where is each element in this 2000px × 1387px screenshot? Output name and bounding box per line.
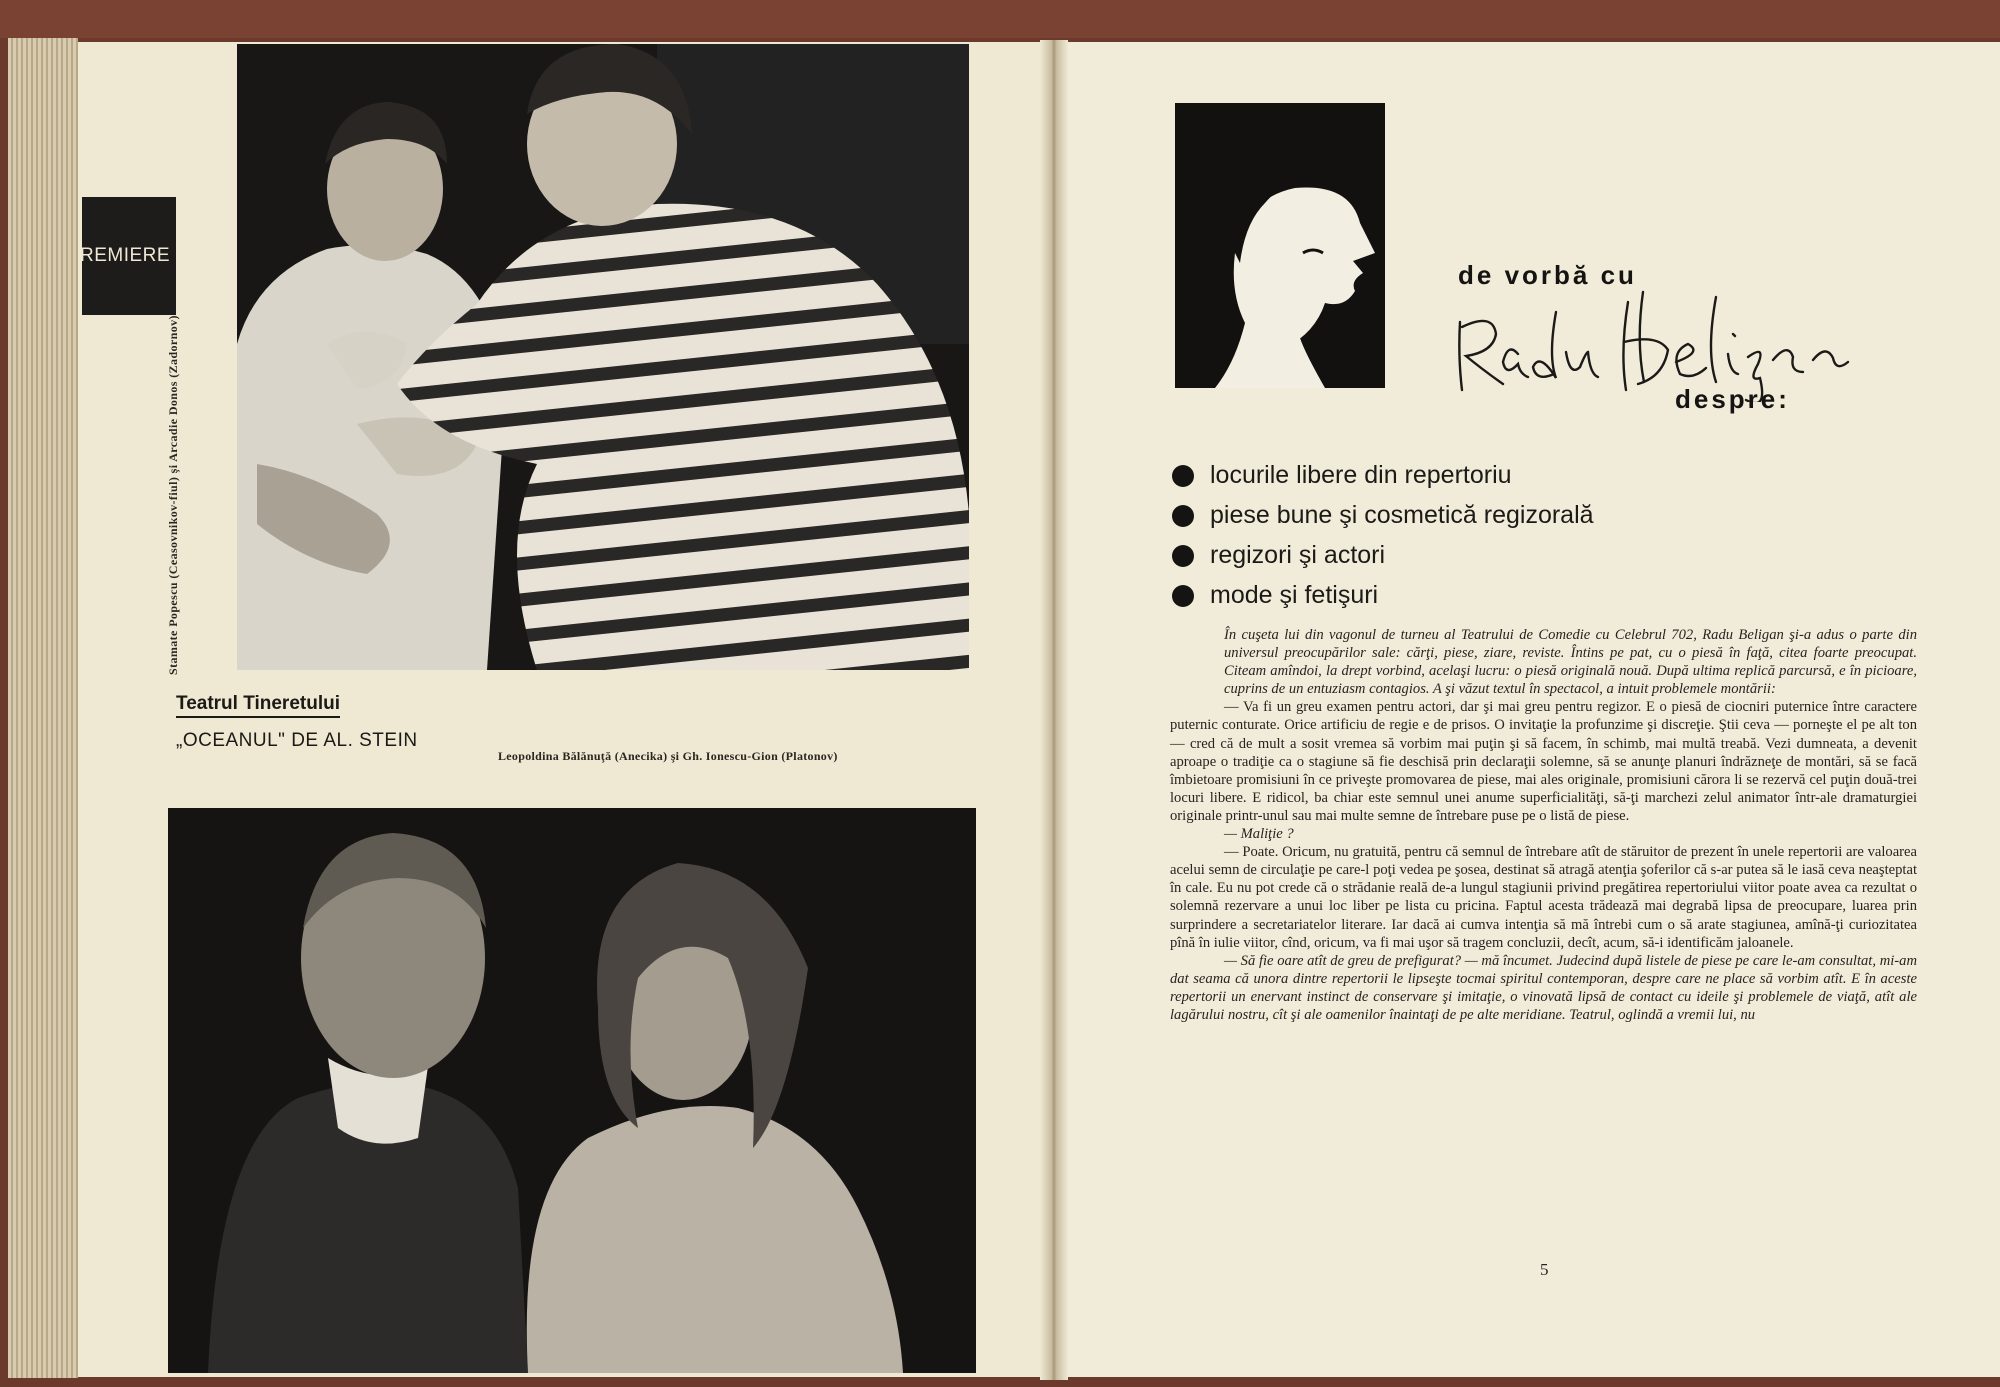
play-title: „OCEANUL" DE AL. STEIN <box>176 730 418 751</box>
topic-item: regizori şi actori <box>1172 535 1594 575</box>
section-tag <box>82 197 176 315</box>
photo-actors-top <box>237 44 969 670</box>
section-tag-label: REMIERE <box>80 245 171 266</box>
article-paragraph: — Va fi un greu examen pentru actori, dar şi mai greu pentru regizor. E o piesă de ciocniri puternice între caractere puternic conturate. Orice artificiu de regie e de prisos. O invitaţie la profunzime şi discreţie. Ştii ceva — porneşte el pe alt ton — cred că de mult a sosit vremea să vorbim mai puţin şi să facem, în schimb, mai multă treabă. Vezi dumneata, a devenit aproape o tradiţie ca o stagiune să fie deschisă prin declaraţii solemne, să se anunţe planuri îndrăzneţe de montări, să se facă îmbietoare promisiuni în ce priveşte promovarea de piese, mai ales originale, promisiuni cărora li se rezervă cel puţin două-trei locuri libere. E ridicol, ba chiar este semnul unei anume superficialităţi, să-ţi marchezi zelul animator într-ale dramaturgiei originale printr-unul sau mai multe semne de întrebare puse pe o listă de piese. <box>1170 699 1917 824</box>
headline-bottom: despre: <box>1675 384 1790 414</box>
article-paragraph <box>1170 952 1917 1024</box>
topic-item: mode şi fetişuri <box>1172 575 1594 615</box>
article-question-long: — Să fie oare atît de greu de prefigurat? — mă încumet. Judecind după listele de piese pe care le-am consultat, mi-am dat seama că unora dintre repertorii le lipseşte tocmai spiritul contemporan, despre care ne place să vorbim atît. E în aceste repertorii un enervant instinct de conservare şi imitaţie, o vinovată lipsă de contact cu ideile şi problemele de viaţă, atît ale lagărului nostru, cît şi ale oamenilor înaintaţi de pe alte meridiane. Teatrul, oglindă a vremii lui, nu <box>1170 952 1917 1023</box>
topic-list <box>1172 455 1594 615</box>
signature-radu-beligan <box>1448 282 1868 402</box>
photo-actors-bottom <box>168 808 976 1373</box>
page-number: 5 <box>1540 1260 1549 1279</box>
topic-item: locurile libere din repertoriu <box>1172 455 1594 495</box>
book-gutter <box>1040 40 1068 1380</box>
article-question: — Maliţie ? <box>1224 826 1294 843</box>
theatre-name: Teatrul Tineretului <box>176 693 340 718</box>
article-paragraph <box>1170 825 1917 843</box>
photo1-caption: Stamate Popescu (Ceasovnikov-fiul) şi Arcadie Donos (Zadornov) <box>166 315 180 675</box>
headline-top: de vorbă cu <box>1458 260 1637 290</box>
signature-text: Radu Beligan <box>1448 282 1454 283</box>
caricature-portrait <box>1175 103 1385 388</box>
article-paragraph: — Poate. Oricum, nu gratuită, pentru că semnul de întrebare atît de stăruitor de prezent în unele repertorii are valoarea acelui semn de circulaţie pe care-l poţi vedea pe şosea, destinat să atragă atenţia şoferilor că s-ar putea să le iasă ceva neaşteptat în cale. Eu nu pot crede că o strădanie reală de-a lungul stagiunii privind pregătirea repertoriului viitor poate avea ca rezultat o solemnă rezervare a unui loc liber pe lista cu pricina. Faptul acesta trădează mai degrabă lipsa de preocupare, luarea prin surprindere a secretariatelor literare. Iar dacă ai cumva intenţia să mă întrebi cum o să arate stagiunea, amînă-ţi curiozitatea pînă în iulie viitor, cînd, oricum, va fi mai uşor să tragem concluzii, decît, acum, să-i identificăm jaloanele. <box>1170 844 1917 951</box>
article-intro: În cuşeta lui din vagonul de turneu al Teatrului de Comedie cu Celebrul 702, Radu Beligan şi-a adus o parte din universul preocupărilor sale: cărţi, piese, ziare, reviste. Întins pe pat, cu o piesă în faţă, citea foarte preocupat. Citeam amîndoi, la drept vorbind, acelaşi lucru: o piesă originală nouă. După ultima replică parcursă, e în picioare, cuprins de un entuziasm contagios. A şi văzut textul în spectacol, a intuit problemele montării: <box>1224 627 1917 698</box>
photo2-caption: Leopoldina Bălănuţă (Anecika) şi Gh. Ionescu-Gion (Platonov) <box>498 749 838 763</box>
page-edges <box>8 38 78 1378</box>
topic-item: piese bune şi cosmetică regizorală <box>1172 495 1594 535</box>
book-cover-edge <box>0 0 2000 38</box>
interview-article <box>1170 626 1917 1024</box>
